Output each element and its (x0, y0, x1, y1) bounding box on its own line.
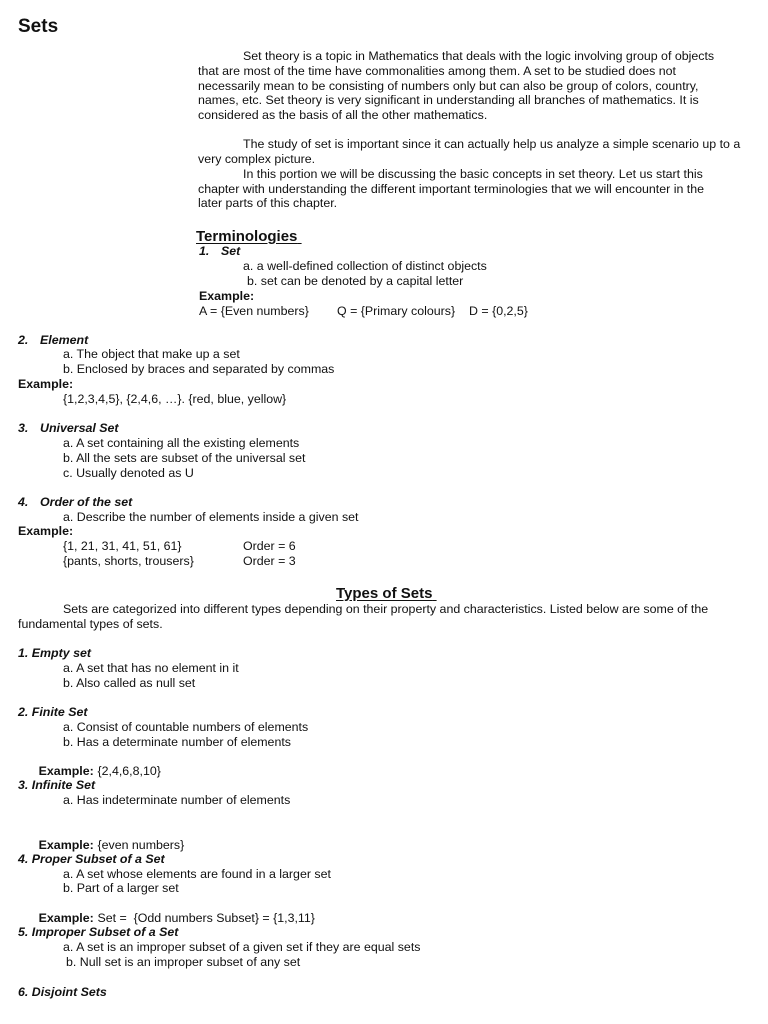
term-point: a. A set containing all the existing elements (63, 436, 300, 450)
intro-line: very complex picture. (198, 152, 316, 166)
example-value: D = {0,2,5} (469, 304, 528, 318)
example-label: Example: (18, 377, 74, 391)
page-title: Sets (18, 16, 59, 37)
intro-line: In this portion we will be discussing the basic concepts in set theory. Let us start this (243, 167, 703, 181)
example-label: Example: (38, 764, 94, 778)
example-label: Example: (38, 838, 94, 852)
term-point: b. Enclosed by braces and separated by commas (63, 362, 335, 376)
types-intro-line: fundamental types of sets. (18, 617, 163, 631)
term-title-universal-set: Universal Set (40, 421, 119, 435)
intro-line: chapter with understanding the different important terminologies that we will encounter in the (198, 182, 705, 196)
example-set: {pants, shorts, trousers} (63, 554, 194, 568)
type-title-disjoint-sets: 6. Disjoint Sets (18, 985, 107, 999)
term-number: 3. (18, 421, 29, 435)
intro-line: necessarily mean to be consisting of numbers only but can also be group of colors, country, (198, 79, 699, 93)
intro-line: The study of set is important since it can actually help us analyze a simple scenario up to a (243, 137, 741, 151)
term-point: b. set can be denoted by a capital letter (247, 274, 464, 288)
type-title-empty-set: 1. Empty set (18, 646, 91, 660)
type-point: a. Consist of countable numbers of elements (63, 720, 309, 734)
example-value: {even numbers} (97, 838, 185, 852)
type-point: a. A set whose elements are found in a larger set (63, 867, 331, 881)
term-number: 4. (18, 495, 29, 509)
example-order: Order = 6 (243, 539, 296, 553)
section-heading-terminologies: Terminologies (196, 228, 298, 245)
intro-line: Set theory is a topic in Mathematics that deals with the logic involving group of objects (243, 49, 715, 63)
type-point: a. Has indeterminate number of elements (63, 793, 291, 807)
intro-line: that are most of the time have commonalities among them. A set to be studied does not (198, 64, 676, 78)
type-point: a. A set that has no element in it (63, 661, 239, 675)
section-heading-types-of-sets: Types of Sets (336, 585, 433, 602)
type-point: b. Null set is an improper subset of any set (66, 955, 301, 969)
term-point: a. Describe the number of elements inside a given set (63, 510, 359, 524)
types-intro-line: Sets are categorized into different types depending on their property and characteristics. Listed below are some of the (63, 602, 709, 616)
type-title-infinite-set: 3. Infinite Set (18, 778, 96, 792)
type-title-improper-subset: 5. Improper Subset of a Set (18, 925, 179, 939)
term-point: a. The object that make up a set (63, 347, 240, 361)
type-title-proper-subset: 4. Proper Subset of a Set (18, 852, 165, 866)
type-point: a. A set is an improper subset of a given set if they are equal sets (63, 940, 421, 954)
example-set: {1, 21, 31, 41, 51, 61} (63, 539, 182, 553)
type-point: b. Also called as null set (63, 676, 196, 690)
example-value: Q = {Primary colours} (337, 304, 456, 318)
example-value: A = {Even numbers} (199, 304, 309, 318)
term-number: 1. (199, 244, 210, 258)
example-value: Set = {Odd numbers Subset} = {1,3,11} (97, 911, 315, 925)
intro-line: later parts of this chapter. (198, 196, 338, 210)
example-value: {1,2,3,4,5}, {2,4,6, …}. {red, blue, yellow} (63, 392, 287, 406)
example-value: {2,4,6,8,10} (97, 764, 161, 778)
term-title-element: Element (40, 333, 89, 347)
term-point: c. Usually denoted as U (63, 466, 194, 480)
term-title-set: Set (221, 244, 241, 258)
example-label: Example: (38, 911, 94, 925)
intro-line: names, etc. Set theory is very significant in understanding all branches of mathematics. It is (198, 93, 699, 107)
example-order: Order = 3 (243, 554, 296, 568)
term-point: b. All the sets are subset of the universal set (63, 451, 306, 465)
term-number: 2. (18, 333, 29, 347)
type-point: b. Part of a larger set (63, 881, 179, 895)
term-title-order-of-set: Order of the set (40, 495, 133, 509)
type-title-finite-set: 2. Finite Set (18, 705, 88, 719)
example-label: Example: (18, 524, 74, 538)
type-point: b. Has a determinate number of elements (63, 735, 291, 749)
example-label: Example: (199, 289, 255, 303)
term-point: a. a well-defined collection of distinct objects (243, 259, 487, 273)
intro-line: considered as the basis of all the other mathematics. (198, 108, 488, 122)
